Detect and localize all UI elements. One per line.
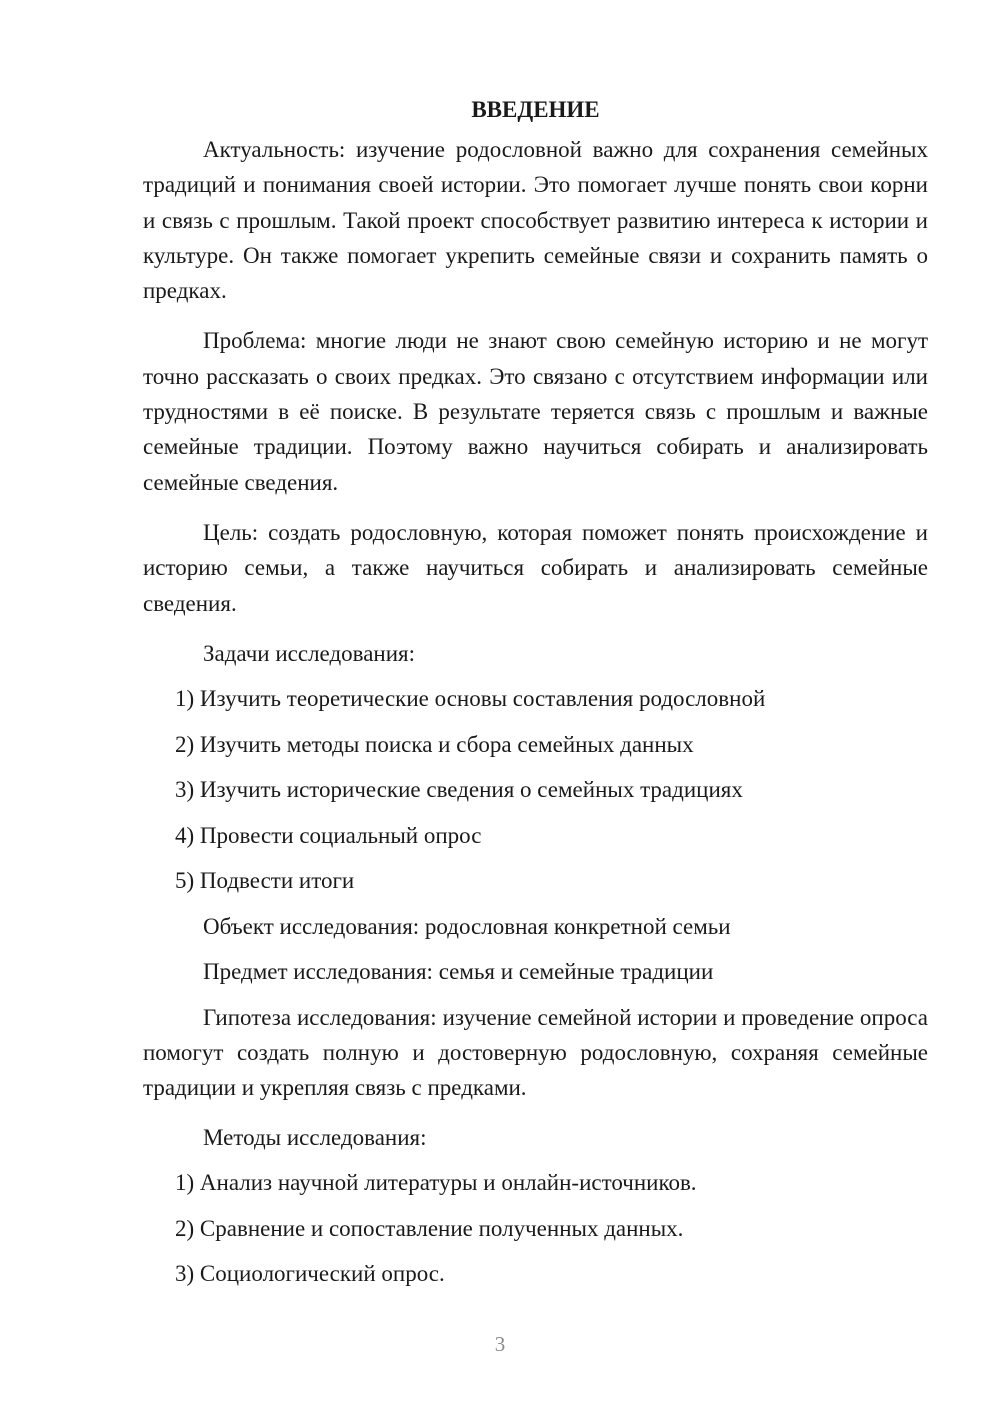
section-title: ВВЕДЕНИЕ [471,97,600,122]
method-item: 2) Сравнение и сопоставление полученных данных. [175,1215,684,1241]
task-item: 3) Изучить исторические сведения о семейных традициях [175,777,743,803]
page-number: 3 [494,1332,506,1356]
task-item: 4) Провести социальный опрос [175,822,482,848]
methods-heading: Методы исследования: [203,1124,427,1150]
task-item: 2) Изучить методы поиска и сбора семейных данных [175,731,694,757]
goal-paragraph: Цель: создать родословную, которая поможет понять происхождение и историю семьи, а также научиться собирать и анализировать семейные сведения. [143,519,928,616]
research-object: Объект исследования: родословная конкретной семьи [203,913,731,939]
relevance-paragraph: Актуальность: изучение родословной важно для сохранения семейных традиций и понимания своей истории. Это помогает лучше понять свои корни и связь с прошлым. Такой проект способствует развитию интереса к истории и культуре. Он также помогает укрепить семейные связи и сохранить память о предках. [143,137,928,304]
research-subject: Предмет исследования: семья и семейные традиции [203,959,714,985]
page-content [143,92,928,1302]
tasks-heading: Задачи исследования: [203,640,416,666]
task-item: 5) Подвести итоги [175,868,355,894]
task-item: 1) Изучить теоретические основы составления родословной [175,686,766,712]
problem-paragraph: Проблема: многие люди не знают свою семейную историю и не могут точно рассказать о своих предках. Это связано с отсутствием информации или трудностями в её поиске. В результате теряется связь с прошлым и важные семейные традиции. Поэтому важно научиться собирать и анализировать семейные сведения. [143,328,928,495]
method-item: 1) Анализ научной литературы и онлайн-источников. [175,1170,697,1196]
method-item: 3) Социологический опрос. [175,1261,445,1287]
hypothesis-paragraph: Гипотеза исследования: изучение семейной истории и проведение опроса помогут создать полную и достоверную родословную, сохраняя семейные традиции и укрепляя связь с предками. [143,1004,928,1101]
